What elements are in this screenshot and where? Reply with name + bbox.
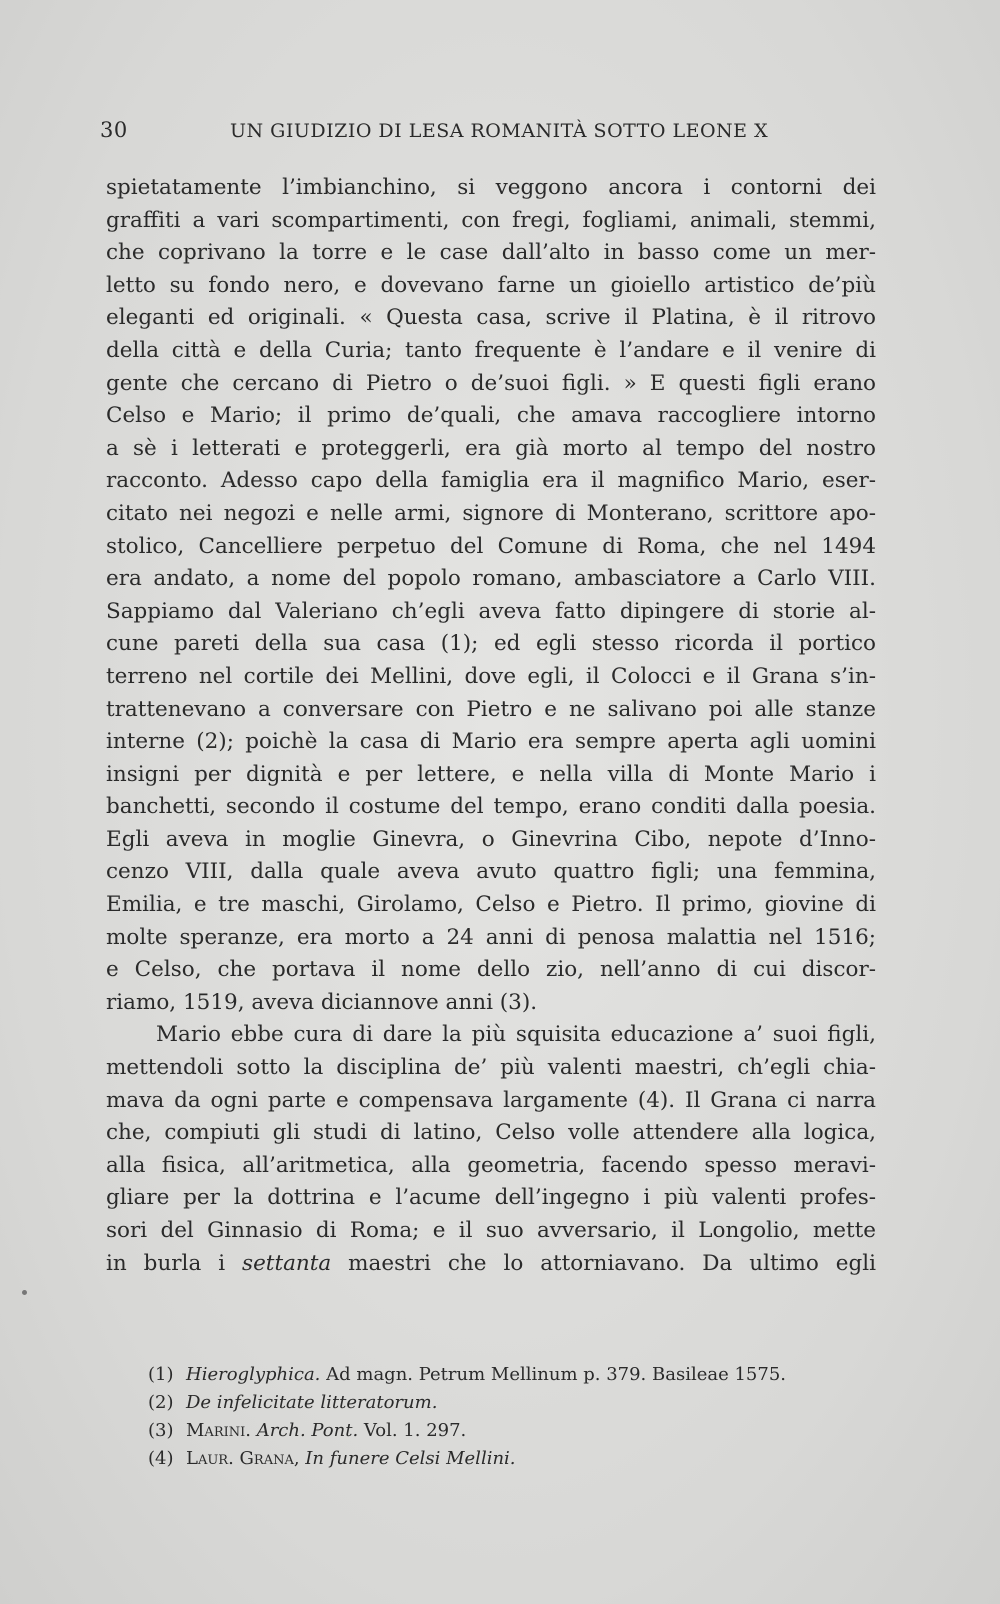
text-line: a sè i letterati e proteggerli, era già morto al tempo del nostro xyxy=(106,435,876,461)
footnote-author: Marini. xyxy=(186,1420,251,1441)
footnote-text: Vol. 1. 297. xyxy=(358,1420,467,1441)
text-line: graffiti a vari scompartimenti, con fregi, fogliami, animali, stemmi, xyxy=(106,207,876,233)
text-line: gente che cercano di Pietro o de’suoi figli. » E questi figli erano xyxy=(106,370,876,396)
text-line: racconto. Adesso capo della famiglia era il magnifico Mario, eser- xyxy=(106,468,876,494)
text-line: insigni per dignità e per lettere, e nella villa di Monte Mario i xyxy=(106,761,876,787)
text-line: citato nei negozi e nelle armi, signore di Monterano, scrittore apo- xyxy=(106,500,876,526)
footnotes xyxy=(148,1361,868,1473)
text-line-paragraph-start: Mario ebbe cura di dare la più squisita educazione a’ suoi figli, xyxy=(156,1022,876,1048)
text-line: cenzo VIII, dalla quale aveva avuto quattro figli; una femmina, xyxy=(106,859,876,885)
text-line: trattenevano a conversare con Pietro e ne salivano poi alle stanze xyxy=(106,696,876,722)
text-line: alla fisica, all’aritmetica, alla geometria, facendo spesso meravi- xyxy=(106,1152,876,1178)
footnote-text: Ad magn. Petrum Mellinum p. 379. Basileae 1575. xyxy=(320,1364,786,1385)
text-line: letto su fondo nero, e dovevano farne un gioiello artistico de’più xyxy=(106,272,876,298)
text-segment: maestri che lo attorniavano. Da ultimo egli xyxy=(331,1250,877,1276)
text-line: che, compiuti gli studi di latino, Celso volle attendere alla logica, xyxy=(106,1120,876,1146)
margin-speck xyxy=(22,1290,27,1295)
running-title: UN GIUDIZIO DI LESA ROMANITÀ SOTTO LEONE X xyxy=(230,120,769,142)
text-line: spietatamente l’imbianchino, si veggono ancora i contorni dei xyxy=(106,175,876,200)
footnote-number: (3) xyxy=(148,1420,174,1441)
footnote-title: Hieroglyphica. xyxy=(186,1364,321,1385)
text-line: cune pareti della sua casa (1); ed egli stesso ricorda il portico xyxy=(106,631,876,657)
text-line: mettendoli sotto la disciplina de’ più valenti maestri, ch’egli chia- xyxy=(106,1055,876,1081)
text-line: stolico, Cancelliere perpetuo del Comune di Roma, che nel 1494 xyxy=(106,533,876,559)
footnote-number: (2) xyxy=(148,1392,174,1413)
text-line: interne (2); poichè la casa di Mario era sempre aperta agli uomini xyxy=(106,729,876,755)
body-text xyxy=(106,172,876,1280)
text-line-paragraph-end: riamo, 1519, aveva diciannove anni (3). xyxy=(106,989,538,1015)
footnote-number: (1) xyxy=(148,1364,174,1385)
footnote-title: In funere Celsi Mellini. xyxy=(299,1448,516,1469)
text-line: della città e della Curia; tanto frequente è l’andare e il venire di xyxy=(106,337,876,363)
footnote-author: Laur. Grana, xyxy=(186,1448,300,1469)
text-line: molte speranze, era morto a 24 anni di penosa malattia nel 1516; xyxy=(106,924,876,950)
text-line: mava da ogni parte e compensava largamente (4). Il Grana ci narra xyxy=(106,1087,876,1113)
text-segment: in burla i xyxy=(106,1250,243,1276)
footnote-title: De infelicitate litteratorum. xyxy=(186,1392,438,1413)
text-line-with-italic xyxy=(106,1248,876,1281)
footnote-number: (4) xyxy=(148,1448,174,1469)
text-line: e Celso, che portava il nome dello zio, nell’anno di cui discor- xyxy=(106,957,876,983)
text-line: Egli aveva in moglie Ginevra, o Ginevrina Cibo, nepote d’Inno- xyxy=(106,826,876,852)
text-line: eleganti ed originali. « Questa casa, scrive il Platina, è il ritrovo xyxy=(106,305,876,331)
text-line: gliare per la dottrina e l’acume dell’ingegno i più valenti profes- xyxy=(106,1185,876,1211)
text-line: terreno nel cortile dei Mellini, dove egli, il Colocci e il Grana s’in- xyxy=(106,663,876,689)
italic-word: settanta xyxy=(242,1250,332,1276)
text-line: banchetti, secondo il costume del tempo, erano conditi dalla poesia. xyxy=(106,794,876,820)
text-line: Emilia, e tre maschi, Girolamo, Celso e Pietro. Il primo, giovine di xyxy=(106,892,876,918)
footnote-2 xyxy=(148,1389,868,1417)
text-line: era andato, a nome del popolo romano, ambasciatore a Carlo VIII. xyxy=(106,566,876,592)
footnote-1 xyxy=(148,1361,868,1389)
text-line: sori del Ginnasio di Roma; e il suo avversario, il Longolio, mette xyxy=(106,1218,876,1243)
footnote-3 xyxy=(148,1417,868,1445)
footnote-4 xyxy=(148,1445,868,1473)
text-line: che coprivano la torre e le case dall’alto in basso come un mer- xyxy=(106,240,876,266)
page-number: 30 xyxy=(100,118,128,142)
text-line: Celso e Mario; il primo de’quali, che amava raccogliere intorno xyxy=(106,403,876,429)
page-header xyxy=(100,118,769,148)
footnote-title: Arch. Pont. xyxy=(250,1420,359,1441)
text-line: Sappiamo dal Valeriano ch’egli aveva fatto dipingere di storie al- xyxy=(106,598,876,624)
